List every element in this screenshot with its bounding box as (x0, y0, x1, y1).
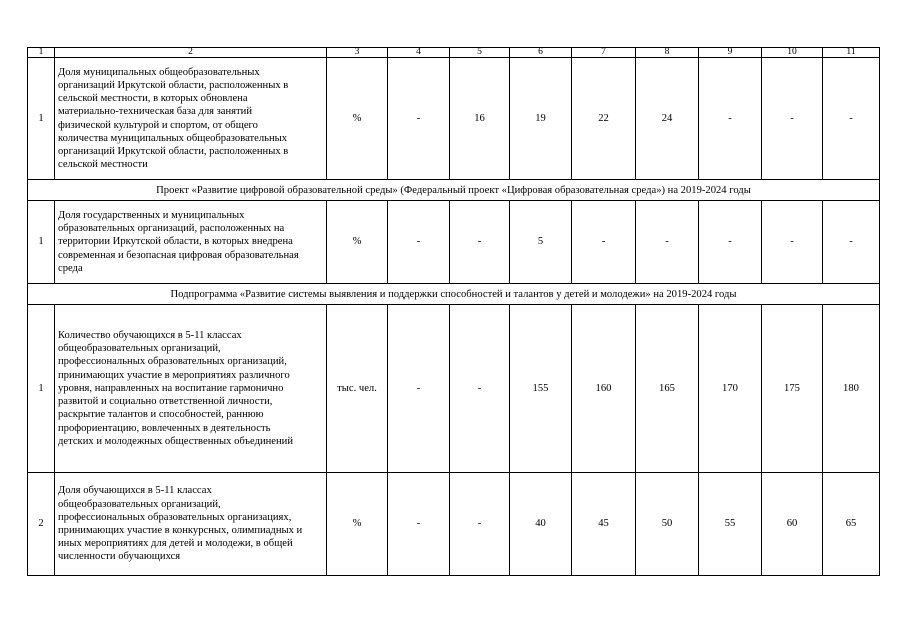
column-number: 9 (699, 48, 762, 58)
column-number: 4 (388, 48, 450, 58)
unit-cell: % (327, 201, 388, 284)
value-cell: 160 (572, 305, 636, 473)
value-cell: - (572, 201, 636, 284)
column-number: 11 (823, 48, 880, 58)
value-cell: - (762, 58, 823, 180)
column-number: 1 (28, 48, 55, 58)
column-number: 2 (55, 48, 327, 58)
value-cell: - (450, 473, 510, 576)
column-number: 3 (327, 48, 388, 58)
value-cell: 40 (510, 473, 572, 576)
value-cell: - (388, 58, 450, 180)
value-cell: 65 (823, 473, 880, 576)
row-number: 2 (28, 473, 55, 576)
column-number: 7 (572, 48, 636, 58)
value-cell: 155 (510, 305, 572, 473)
row-number: 1 (28, 305, 55, 473)
value-cell: - (699, 58, 762, 180)
value-cell: 175 (762, 305, 823, 473)
table-row (28, 305, 880, 473)
value-cell: 55 (699, 473, 762, 576)
value-cell: - (762, 201, 823, 284)
value-cell: - (699, 201, 762, 284)
section-heading: Подпрограмма «Развитие системы выявления и поддержки способностей и талантов у детей и молодежи» на 2019-2024 годы (28, 284, 880, 305)
column-number: 8 (636, 48, 699, 58)
unit-cell: % (327, 58, 388, 180)
table-row (28, 473, 880, 576)
value-cell: 5 (510, 201, 572, 284)
table-row (28, 58, 880, 180)
value-cell: - (450, 201, 510, 284)
column-number: 6 (510, 48, 572, 58)
value-cell: - (636, 201, 699, 284)
table-row (28, 201, 880, 284)
section-heading: Проект «Развитие цифровой образовательной среды» (Федеральный проект «Цифровая образовательная среда») на 2019-2024 годы (28, 180, 880, 201)
value-cell: 19 (510, 58, 572, 180)
row-number: 1 (28, 58, 55, 180)
value-cell: 16 (450, 58, 510, 180)
value-cell: 22 (572, 58, 636, 180)
column-number-row (28, 48, 880, 58)
value-cell: - (823, 58, 880, 180)
value-cell: - (388, 201, 450, 284)
value-cell: - (450, 305, 510, 473)
unit-cell: % (327, 473, 388, 576)
value-cell: - (388, 473, 450, 576)
indicator-description: Доля обучающихся в 5-11 классах общеобразовательных организаций, профессиональных образовательных организациях, принимающих участие в конкурсных, олимпиадных и иных мероприятиях для детей и молодежи, в общей численности обучающихся (55, 473, 327, 576)
value-cell: 60 (762, 473, 823, 576)
indicator-description: Количество обучающихся в 5-11 классах общеобразовательных организаций, профессиональных образовательных организаций, принимающих участие в мероприятиях различного уровня, направленных на воспитание гармонично развитой и социально ответственной личности, раскрытие талантов и способностей, раннюю профориентацию, вовлеченных в деятельность детских и молодежных общественных объединений (55, 305, 327, 473)
value-cell: 45 (572, 473, 636, 576)
value-cell: 170 (699, 305, 762, 473)
value-cell: 180 (823, 305, 880, 473)
value-cell: 24 (636, 58, 699, 180)
row-number: 1 (28, 201, 55, 284)
indicators-table (27, 47, 880, 576)
indicator-description: Доля муниципальных общеобразовательных организаций Иркутской области, расположенных в сельской местности, в которых обновлена материально-техническая база для занятий физической культурой и спортом, от общего количества муниципальных общеобразовательных организаций Иркутской области, расположенных в сельской местности (55, 58, 327, 180)
value-cell: - (388, 305, 450, 473)
section-heading-row (28, 284, 880, 305)
section-heading-row (28, 180, 880, 201)
value-cell: 165 (636, 305, 699, 473)
column-number: 10 (762, 48, 823, 58)
column-number: 5 (450, 48, 510, 58)
indicator-description: Доля государственных и муниципальных образовательных организаций, расположенных на территории Иркутской области, в которых внедрена современная и безопасная цифровая образовательная среда (55, 201, 327, 284)
unit-cell: тыс. чел. (327, 305, 388, 473)
value-cell: 50 (636, 473, 699, 576)
value-cell: - (823, 201, 880, 284)
